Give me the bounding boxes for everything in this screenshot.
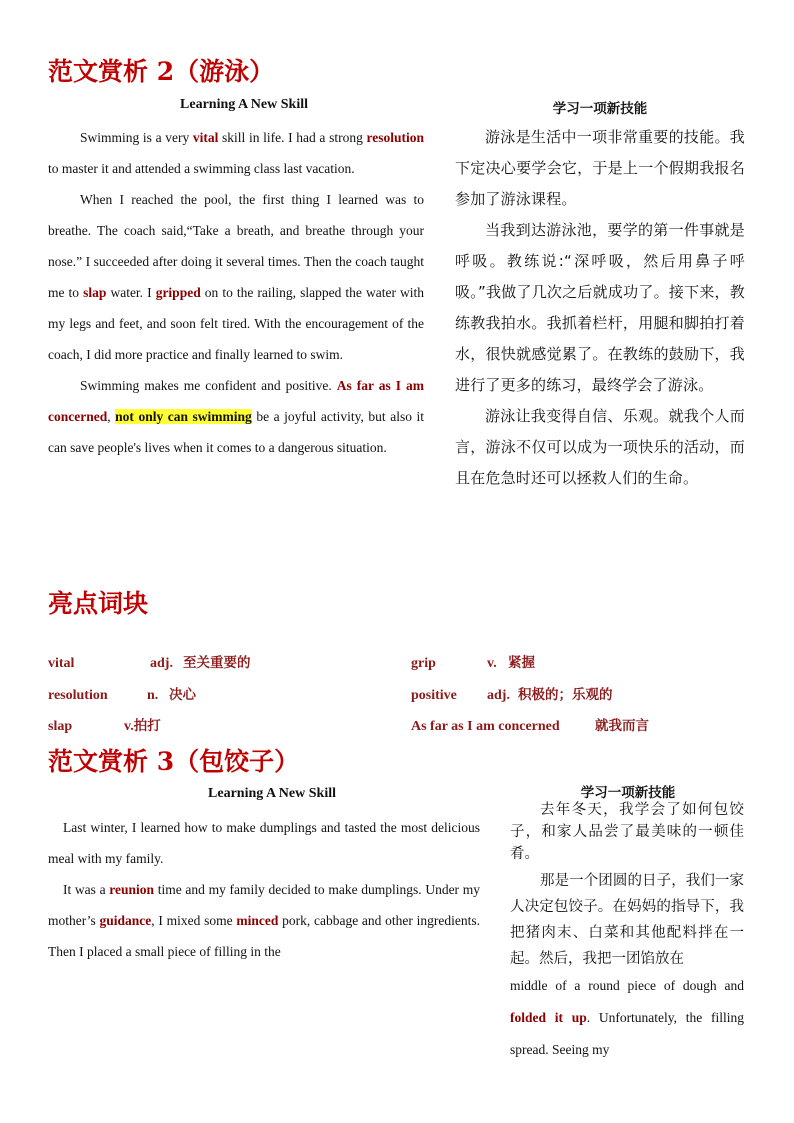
text: to master it and attended a swimming class last vacation.	[48, 161, 355, 176]
chinese-paragraph-1: 去年冬天，我学会了如何包饺子，和家人品尝了最美味的一顿佳肴。	[510, 802, 744, 862]
section-2-english-essay	[48, 122, 424, 463]
english-paragraph-3	[48, 370, 424, 463]
keyword-gripped: gripped	[155, 285, 201, 300]
text: ,	[107, 409, 116, 424]
highlights-heading: 亮点词块	[48, 589, 149, 618]
section-3-english-essay	[48, 812, 480, 967]
chinese-paragraph-2: 那是一个团圆的日子，我们一家人决定包饺子。在妈妈的指导下，我把猪肉末、白菜和其他配料拌在一起。然后，我把一团馅放在	[510, 873, 744, 967]
keyword-minced: minced	[236, 913, 279, 928]
text: be a joyful activity, but also it can save people's lives when it comes to a dangerous situation.	[48, 409, 424, 455]
vocab-pos: n.	[147, 688, 159, 703]
text: Swimming is a very	[80, 130, 193, 145]
text: When I reached the pool, the first thing I learned was to breathe. The coach said,“Take a breath, and breathe through your nose.” I succeeded after doing it several times. Then the coach taught me to	[48, 192, 424, 300]
vocab-pos: adj.	[487, 688, 510, 703]
vocab-word: positive	[411, 688, 457, 703]
english-paragraph-1: Last winter, I learned how to make dumplings and tasted the most delicious meal with my family.	[48, 820, 480, 866]
highlighted-phrase: not only can swimming	[115, 409, 252, 424]
section-2-heading: 范文赏析 2（游泳）	[48, 57, 275, 86]
text: water. I	[106, 285, 156, 300]
vocab-pos: adj.	[150, 656, 173, 671]
section-3-chinese-title: 学习一项新技能	[580, 785, 676, 801]
text: skill in life. I had a strong	[218, 130, 367, 145]
vocab-meaning: 拍打	[133, 718, 161, 734]
vocab-item-grip	[411, 651, 535, 672]
vocab-word: resolution	[48, 688, 108, 703]
keyword-as-far-as-i-am-concerned: As far as I am concerned	[48, 378, 424, 424]
english-paragraph-1	[48, 122, 424, 184]
section-3-chinese-essay	[510, 799, 744, 1066]
keyword-slap: slap	[83, 285, 107, 300]
vocab-meaning: 就我而言	[595, 718, 649, 734]
vocab-word: grip	[411, 656, 436, 671]
keyword-guidance: guidance	[99, 913, 152, 928]
text: It was a	[63, 882, 110, 897]
vocab-word: slap	[48, 719, 73, 734]
vocab-item-as-far-as	[411, 714, 649, 735]
vocab-meaning: 紧握	[508, 655, 535, 671]
text: on to the railing, slapped the water with my legs and feet, and soon felt tired. With the encouragement of the coach, I did more practice and finally learned to swim.	[48, 285, 425, 362]
chinese-paragraph-1: 游泳是生活中一项非常重要的技能。我下定决心要学会它，于是上一个假期我报名参加了游泳课程。	[455, 128, 745, 208]
vocab-meaning: 积极的；乐观的	[518, 687, 613, 703]
english-paragraph-2	[48, 184, 424, 370]
chinese-paragraph-3: 游泳让我变得自信、乐观。就我个人而言，游泳不仅可以成为一项快乐的活动，而且在危急时还可以拯救人们的生命。	[455, 407, 745, 487]
vocab-item-positive	[411, 683, 613, 704]
text: . Unfortunately, the filling spread. Seeing my	[510, 1010, 744, 1057]
overflow-english-text	[510, 970, 744, 1066]
section-2-chinese-title: 学习一项新技能	[552, 101, 648, 117]
chinese-paragraph-2: 当我到达游泳池，要学的第一件事就是呼吸。教练说:“深呼吸，然后用鼻子呼吸。”我做了几次之后就成功了。接下来，教练教我拍水。我抓着栏杆，用腿和脚拍打着水，很快就感觉累了。在教练的鼓励下，我进行了更多的练习，最终学会了游泳。	[455, 221, 745, 394]
vocab-meaning: 决心	[169, 687, 196, 703]
vocab-word: vital	[48, 656, 75, 671]
vocab-item-resolution	[48, 683, 196, 704]
english-paragraph-2	[48, 874, 480, 967]
text: middle of a round piece of dough and	[510, 978, 744, 993]
keyword-folded-it-up: folded it up	[510, 1010, 587, 1025]
section-2-chinese-essay	[455, 122, 745, 494]
vocab-pos: v.	[487, 656, 497, 671]
text: pork, cabbage and other ingredients. Then I placed a small piece of filling in the	[48, 913, 480, 959]
section-3-heading: 范文赏析 3（包饺子）	[48, 747, 300, 776]
section-2-english-title: Learning A New Skill	[180, 97, 308, 112]
vocab-pos: v.	[124, 719, 134, 734]
section-3-english-title: Learning A New Skill	[208, 786, 336, 801]
vocab-item-slap	[48, 714, 161, 735]
text: , I mixed some	[151, 913, 237, 928]
keyword-vital: vital	[192, 130, 219, 145]
keyword-reunion: reunion	[109, 882, 155, 897]
text: time and my family decided to make dumplings. Under my mother’s	[48, 882, 480, 928]
vocab-item-vital	[48, 651, 251, 672]
text: Swimming makes me confident and positive.	[80, 378, 337, 393]
vocab-meaning: 至关重要的	[183, 655, 251, 671]
vocab-word: As far as I am concerned	[411, 719, 560, 734]
keyword-resolution: resolution	[366, 130, 424, 145]
